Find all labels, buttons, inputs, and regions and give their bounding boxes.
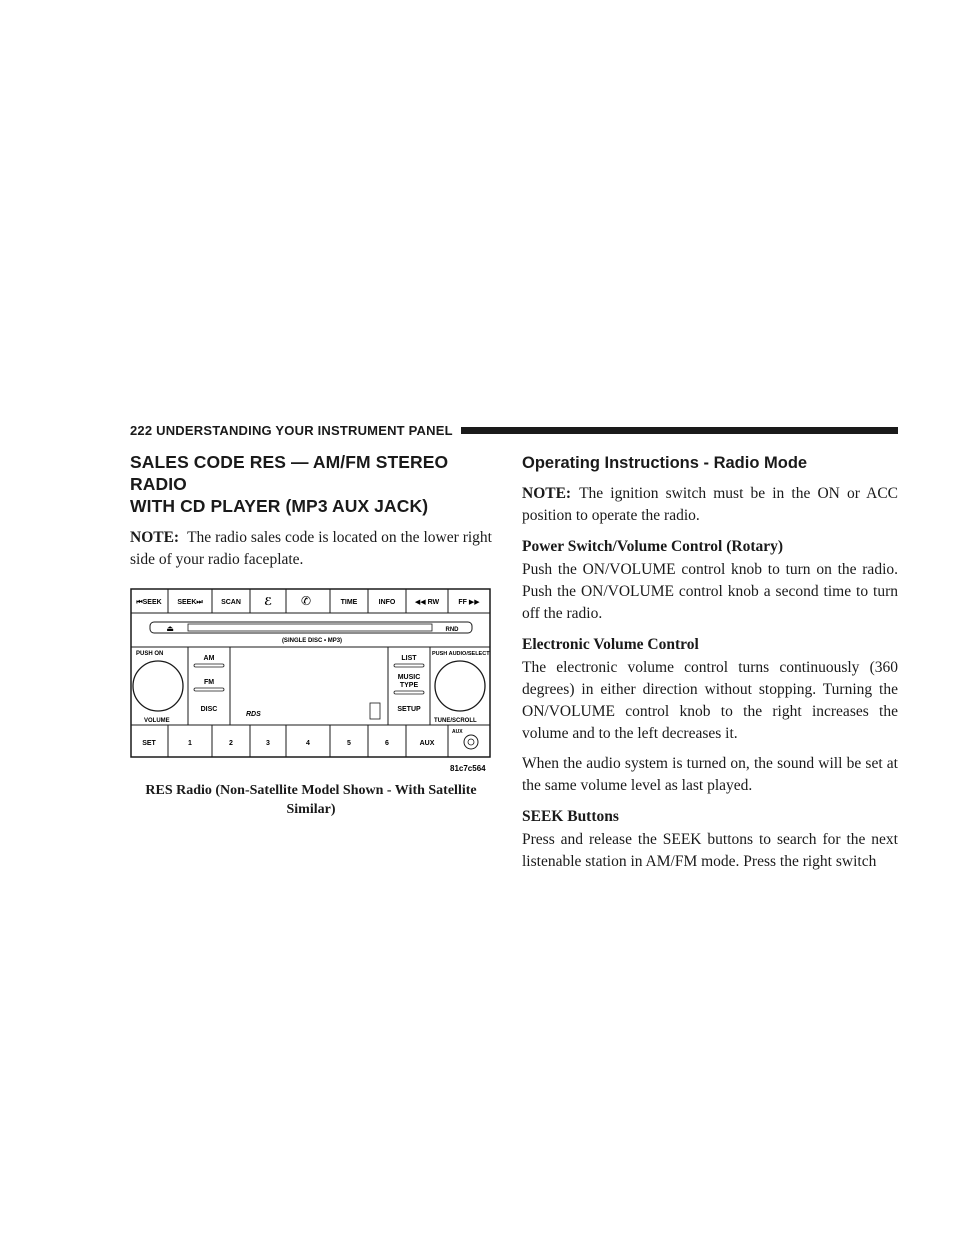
music-type-line1: MUSIC [397, 674, 421, 681]
voice-command-icon: ℰ [263, 596, 273, 608]
preset-6-button: 6 [385, 740, 389, 747]
fm-button: FM [203, 679, 215, 686]
preset-1-button: 1 [188, 740, 192, 747]
seek-down-button: ⏮SEEK [136, 599, 162, 606]
seek-buttons-title: SEEK Buttons [522, 808, 619, 825]
radio-faceplate [131, 589, 490, 757]
preset-2-button: 2 [229, 740, 233, 747]
left-column [130, 448, 492, 819]
section-title-line1: SALES CODE RES — AM/FM STEREO RADIO [130, 452, 449, 494]
phone-icon: ✆ [300, 594, 312, 608]
section-title [130, 451, 492, 517]
electronic-volume-title: Electronic Volume Control [522, 636, 699, 653]
tune-scroll-label: TUNE/SCROLL [434, 718, 477, 724]
note-label: NOTE: [130, 529, 180, 546]
rnd-button: RND [445, 627, 459, 633]
push-audio-select-label: PUSH AUDIO/SELECT [432, 651, 490, 657]
push-on-label: PUSH ON [136, 651, 164, 657]
am-button: AM [203, 655, 215, 662]
power-switch-text: Push the ON/VOLUME control knob to turn on the radio. Push the ON/VOLUME control knob a second time to turn off the radio. [522, 561, 898, 622]
note-paragraph [130, 527, 492, 571]
right-note-text: The ignition switch must be in the ON or ACC position to operate the radio. [522, 485, 898, 524]
preset-4-button: 4 [306, 740, 310, 747]
music-type-line2: TYPE [399, 682, 419, 689]
caption-line1: RES Radio (Non-Satellite Model Shown - With Satellite [145, 783, 477, 798]
right-note-label: NOTE: [522, 485, 572, 502]
caption-line2: Similar) [286, 802, 336, 817]
seek-up-button: SEEK⏭ [177, 599, 203, 606]
right-note-paragraph [522, 483, 898, 527]
aux-button: AUX [419, 740, 435, 747]
right-column [522, 448, 898, 881]
operating-instructions-heading: Operating Instructions - Radio Mode [522, 454, 808, 472]
volume-label: VOLUME [144, 718, 170, 724]
section-title-line2: WITH CD PLAYER (MP3 AUX JACK) [130, 496, 429, 516]
page-header [130, 421, 898, 439]
tune-knob [435, 661, 485, 711]
disc-label: (SINGLE DISC • MP3) [281, 638, 343, 644]
volume-knob [133, 661, 183, 711]
preset-3-button: 3 [266, 740, 270, 747]
disc-button: DISC [200, 706, 218, 713]
radio-figure [130, 587, 492, 777]
figure-caption [130, 781, 492, 819]
eject-icon: ⏏ [166, 624, 174, 633]
seek-buttons-text: Press and release the SEEK buttons to search for the next listenable station in AM/FM mode. Press the right switch [522, 831, 898, 870]
rds-logo: RDS [246, 711, 261, 718]
power-switch-title: Power Switch/Volume Control (Rotary) [522, 538, 784, 555]
header-rule [461, 427, 898, 434]
note-text: The radio sales code is located on the lower right side of your radio faceplate. [130, 529, 492, 568]
time-button: TIME [340, 599, 358, 606]
preset-5-button: 5 [347, 740, 351, 747]
list-button: LIST [401, 655, 417, 662]
page-number-label: 222 UNDERSTANDING YOUR INSTRUMENT PANEL [130, 422, 453, 438]
aux-jack-label: AUX [452, 729, 463, 735]
ff-button: FF ▶▶ [458, 599, 480, 606]
electronic-volume-text-2: When the audio system is turned on, the sound will be set at the same volume level as last played. [522, 755, 898, 794]
electronic-volume-text-1: The electronic volume control turns continuously (360 degrees) in either direction without stopping. Turning the ON/VOLUME control knob to the right increases the volume and to the left decreases it. [522, 659, 898, 742]
scan-button: SCAN [221, 599, 241, 606]
setup-button: SETUP [397, 706, 421, 713]
rw-button: ◀◀ RW [414, 599, 440, 606]
info-button: INFO [378, 599, 396, 606]
figure-code: 81c7c564 [450, 764, 486, 773]
set-button: SET [142, 740, 156, 747]
